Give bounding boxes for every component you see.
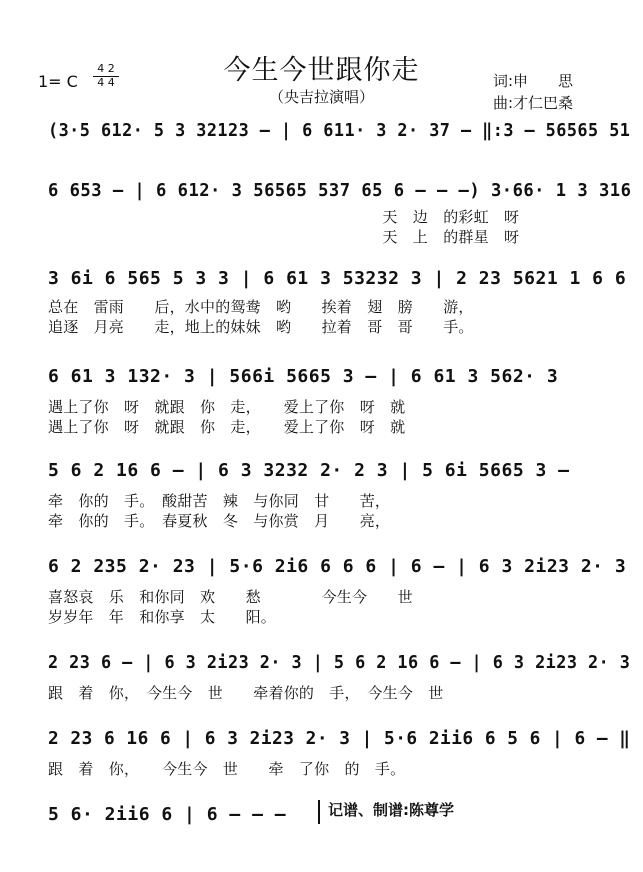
- lyric-line-2-verse-1: 天 边 的彩虹 呀: [48, 208, 520, 226]
- lyric-line-6-verse-1: 喜怒哀 乐 和你同 欢 愁 今生今 世: [48, 588, 413, 606]
- lyric-line-3-verse-1: 总在 雷雨 后，水中的鸳鸯 哟 挨着 翅 膀 游，: [48, 298, 474, 316]
- score-line-2: 6 653 – | 6 612· 3 56565 537 65 6 – – –) 3·66· 1 3 316: [48, 180, 632, 201]
- lyric-line-8: 跟 着 你， 今生今 世 牵 了你 的 手。: [48, 760, 406, 778]
- footer-separator: [318, 800, 320, 824]
- time-signature-top: 4 2: [97, 62, 115, 75]
- lyric-line-5-verse-2: 牵 你的 手。 春夏秋 冬 与你赏 月 亮，: [48, 512, 391, 530]
- score-line-6: 6 2 235 2· 23 | 5·6 2i6 6 6 6 | 6 – | 6 3 2i23 2· 3: [48, 556, 627, 577]
- song-subtitle: （央吉拉演唱）: [268, 88, 374, 106]
- score-line-1: (3·5 612· 5 3 32123 – | 6 611· 3 2· 37 – ‖:3 – 56565 51: [48, 120, 631, 141]
- score-line-3: 3 6i 6 565 5 3 3 | 6 61 3 53232 3 | 2 23 5621 1 6 6: [48, 268, 627, 289]
- song-title: 今生今世跟你走: [223, 55, 420, 86]
- time-signature: [93, 63, 119, 89]
- score-line-7: 2 23 6 – | 6 3 2i23 2· 3 | 5 6 2 16 6 – | 6 3 2i23 2· 3: [48, 652, 631, 673]
- lyricist-credit: 词:申 思: [493, 72, 574, 90]
- lyric-line-3-verse-2: 追逐 月亮 走，地上的妹妹 哟 拉着 哥 哥 手。: [48, 318, 474, 336]
- composer-credit: 曲:才仁巴桑: [493, 94, 574, 112]
- lyric-line-5-verse-1: 牵 你的 手。 酸甜苦 辣 与你同 甘 苦，: [48, 492, 391, 510]
- score-line-5: 5 6 2 16 6 – | 6 3 3232 2· 2 3 | 5 6i 5665 3 –: [48, 460, 570, 481]
- lyric-line-4-verse-1: 遇上了你 呀 就跟 你 走， 爱上了你 呀 就: [48, 398, 406, 416]
- notation-credit: 记谱、制谱:陈尊学: [328, 801, 454, 819]
- score-line-8: 2 23 6 16 6 | 6 3 2i23 2· 3 | 5·6 2ii6 6 5 6 | 6 – ‖: [48, 728, 631, 749]
- score-line-9: 5 6· 2ii6 6 | 6 – – –: [48, 804, 287, 825]
- lyric-line-7: 跟 着 你， 今生今 世 牵着你的 手， 今生今 世: [48, 684, 444, 702]
- lyric-line-4-verse-2: 遇上了你 呀 就跟 你 走， 爱上了你 呀 就: [48, 418, 406, 436]
- score-line-4: 6 61 3 132· 3 | 566i 5665 3 – | 6 61 3 562· 3: [48, 366, 559, 387]
- lyric-line-2-verse-2: 天 上 的群星 呀: [48, 228, 520, 246]
- time-signature-bottom: 4 4: [97, 76, 115, 89]
- lyric-line-6-verse-2: 岁岁年 年 和你享 太 阳。: [48, 608, 277, 626]
- key-signature: 1= C: [38, 72, 78, 91]
